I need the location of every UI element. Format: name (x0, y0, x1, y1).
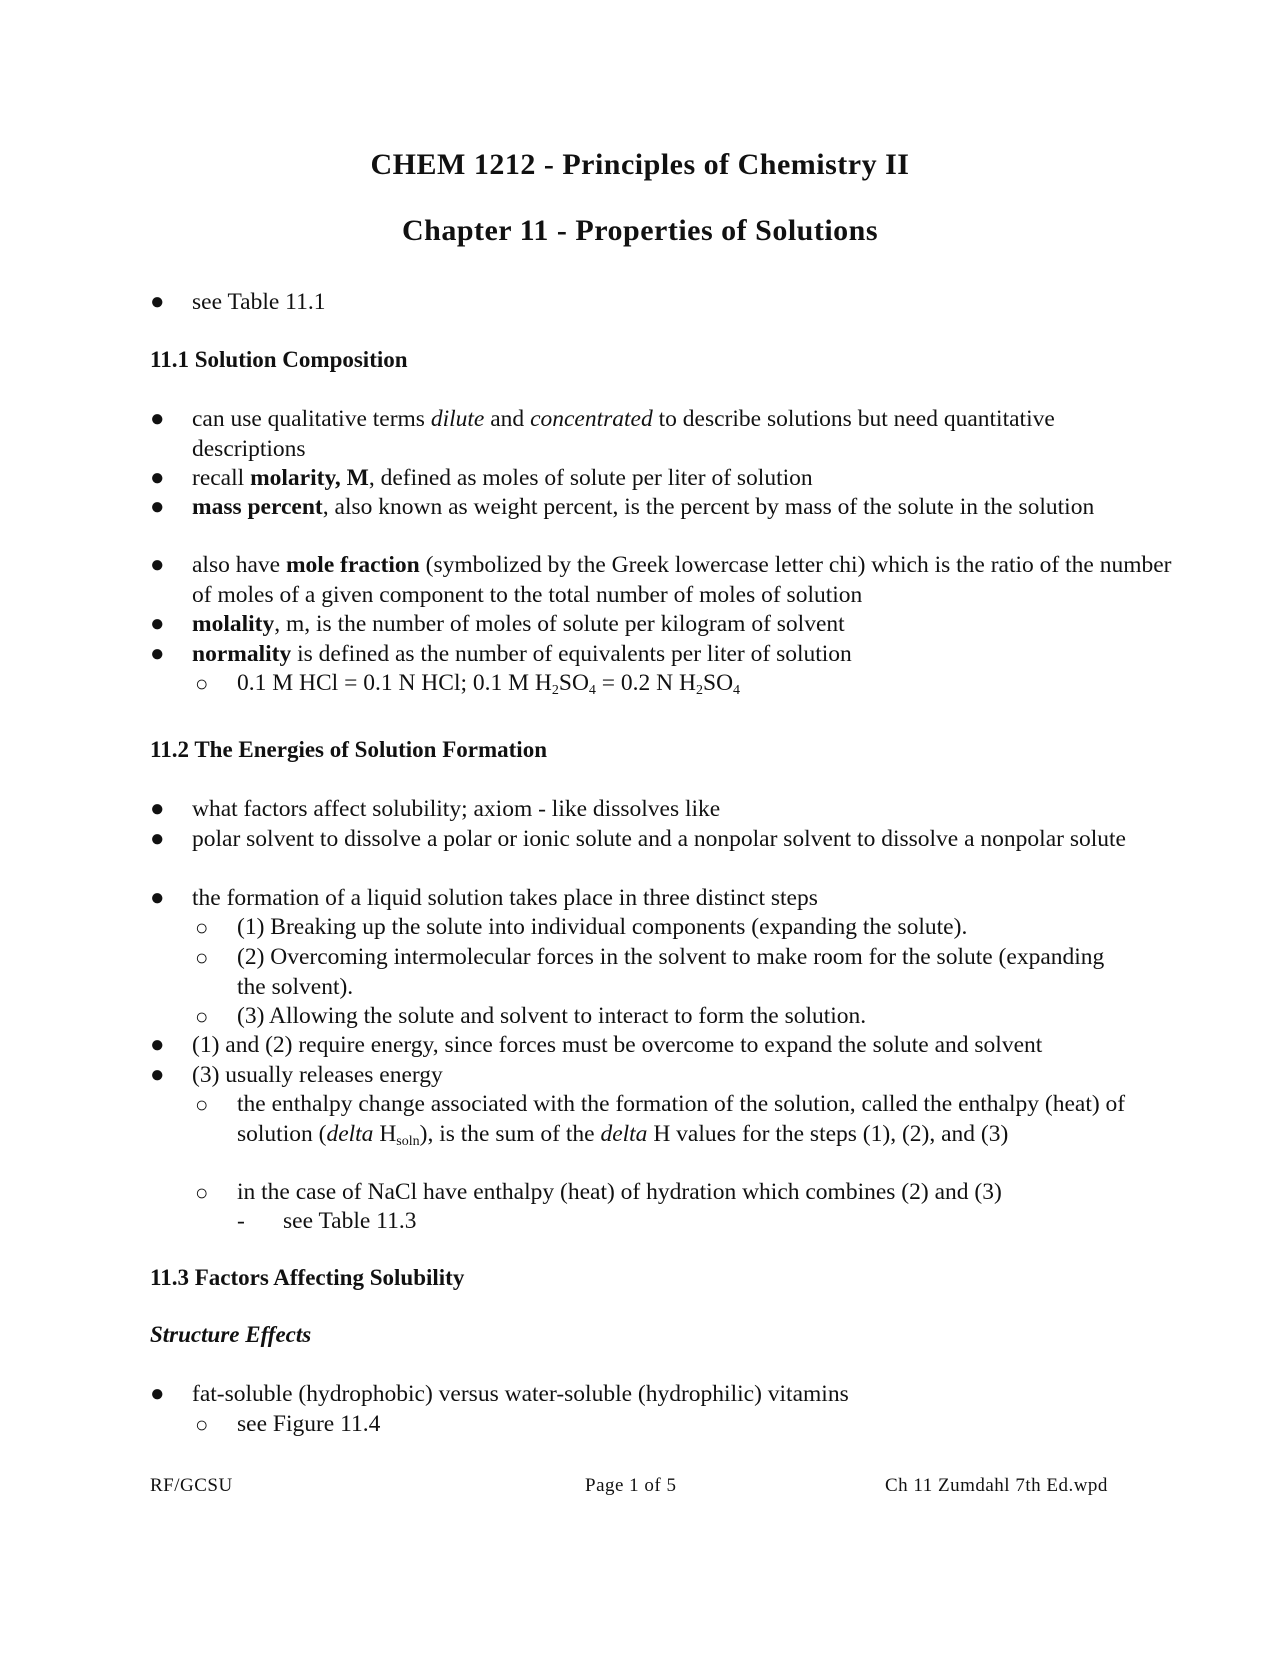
bullet-icon: ● (150, 552, 165, 578)
list-item-text: (1) and (2) require energy, since forces must be overcome to expand the solute and solvent (192, 1032, 1043, 1058)
sub-list-item-text: (1) Breaking up the solute into individual components (expanding the solute). (237, 914, 968, 940)
sub-list-item-text: in the case of NaCl have enthalpy (heat) of hydration which combines (2) and (3) (237, 1179, 1002, 1205)
list-item-text: recall molarity, M, defined as moles of solute per liter of solution (192, 465, 813, 491)
list-item-text: can use qualitative terms dilute and concentrated to describe solutions but need quantitative descriptions (192, 406, 1055, 462)
subsection-heading: Structure Effects (150, 1322, 312, 1347)
circle-bullet-icon: ○ (195, 1180, 209, 1205)
footer-filename: Ch 11 Zumdahl 7th Ed.wpd (885, 1475, 1108, 1496)
bullet-icon: ● (150, 289, 165, 315)
circle-bullet-icon: ○ (195, 945, 209, 970)
circle-bullet-icon: ○ (195, 1004, 209, 1029)
sub-list-item-text: the enthalpy change associated with the formation of the solution, called the enthalpy (heat) of solution (delta $H_{soln}$), is the sum of the delta H values for the steps (1), (2), and (3) (237, 1091, 1126, 1149)
bullet-icon: ● (150, 1381, 165, 1407)
dash-list-item-text: see Table 11.3 (283, 1208, 417, 1234)
bullet-icon: ● (150, 796, 165, 822)
list-item-text: molality, m, is the number of moles of solute per kilogram of solvent (192, 611, 845, 637)
footer-left: RF/GCSU (150, 1475, 233, 1496)
list-item-text: see Table 11.1 (192, 289, 326, 315)
circle-bullet-icon: ○ (195, 1412, 209, 1437)
section-heading: 11.2 The Energies of Solution Formation (150, 737, 547, 762)
circle-bullet-icon: ○ (195, 915, 209, 940)
list-item-text: polar solvent to dissolve a polar or ionic solute and a nonpolar solvent to dissolve a nonpolar solute (192, 826, 1126, 852)
course-title: CHEM 1212 - Principles of Chemistry II (370, 148, 910, 181)
bullet-icon: ● (150, 1032, 165, 1058)
page-number: Page 1 of 5 (585, 1475, 677, 1496)
bullet-icon: ● (150, 611, 165, 637)
equation-text: 0.1 M HCl = 0.1 N HCl; 0.1 M $H_2SO_4 = 0.2$ N $H_2SO_4$ (237, 670, 741, 698)
bullet-icon: ● (150, 885, 165, 911)
list-item-text: also have mole fraction (symbolized by the Greek lowercase letter chi) which is the ratio of the number of moles of a given component to the total number of moles of solution (192, 552, 1172, 608)
bullet-icon: ● (150, 1062, 165, 1088)
bullet-icon: ● (150, 465, 165, 491)
bullet-icon: ● (150, 641, 165, 667)
list-item-text: what factors affect solubility; axiom - like dissolves like (192, 796, 721, 822)
chapter-title: Chapter 11 - Properties of Solutions (401, 214, 879, 247)
sub-list-item-text: see Figure 11.4 (237, 1411, 381, 1437)
bullet-icon: ● (150, 826, 165, 852)
bullet-icon: ● (150, 494, 165, 520)
list-item-text: (3) usually releases energy (192, 1062, 443, 1088)
section-heading: 11.3 Factors Affecting Solubility (150, 1265, 465, 1290)
list-item-text: normality is defined as the number of equivalents per liter of solution (192, 641, 852, 667)
list-item-text: the formation of a liquid solution takes place in three distinct steps (192, 885, 818, 911)
circle-bullet-icon: ○ (195, 671, 209, 696)
list-item-text: mass percent, also known as weight percent, is the percent by mass of the solute in the solution (192, 494, 1095, 520)
section-heading: 11.1 Solution Composition (150, 347, 408, 372)
circle-bullet-icon: ○ (195, 1092, 209, 1117)
list-item-text: fat-soluble (hydrophobic) versus water-soluble (hydrophilic) vitamins (192, 1381, 849, 1407)
sub-list-item-text: (2) Overcoming intermolecular forces in the solvent to make room for the solute (expanding the solvent). (237, 944, 1105, 1000)
dash-bullet-icon: - (237, 1208, 245, 1234)
bullet-icon: ● (150, 406, 165, 432)
sub-list-item-text: (3) Allowing the solute and solvent to interact to form the solution. (237, 1003, 867, 1029)
